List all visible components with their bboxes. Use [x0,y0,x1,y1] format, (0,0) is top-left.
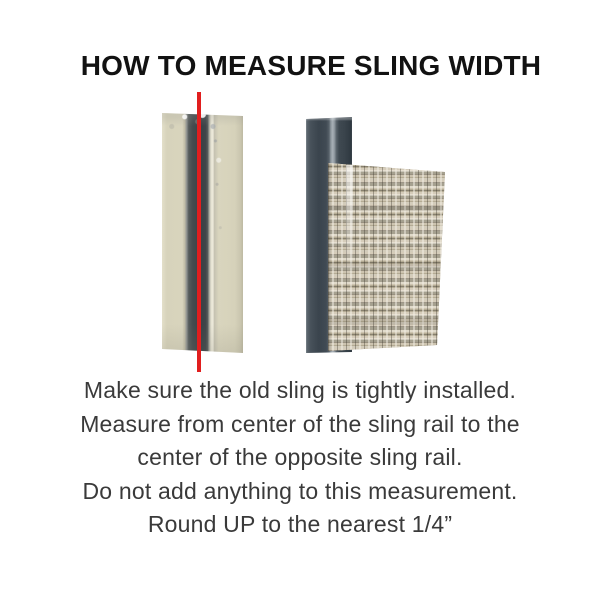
instruction-line: center of the opposite sling rail. [137,444,463,470]
bare-rail-photo [162,112,243,353]
page-title: HOW TO MEASURE SLING WIDTH [80,50,542,81]
instruction-line: Do not add anything to this measurement. [82,477,518,504]
instruction-line: Measure from center of the sling rail to the [80,410,520,437]
instruction-text [0,374,600,542]
instruction-line: Make sure the old sling is tightly installed. [83,377,517,403]
center-measure-line [197,92,201,372]
instruction-line: Round UP to the nearest 1/4” [147,511,453,537]
sling-fabric-swatch [328,163,445,351]
